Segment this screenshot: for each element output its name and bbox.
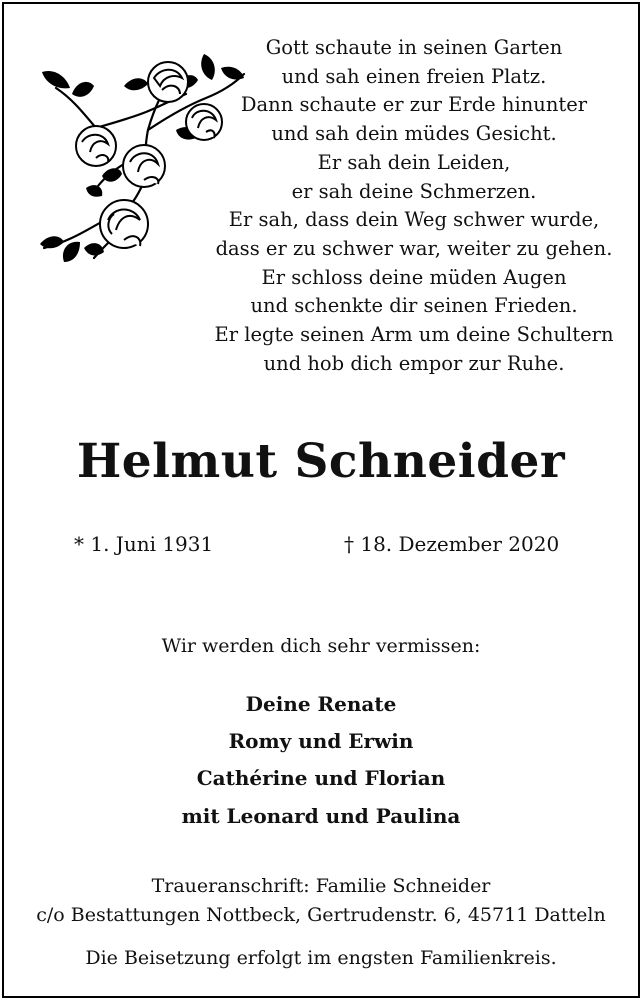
burial-notice: Die Beisetzung erfolgt im engsten Familienkreis. <box>85 947 557 969</box>
death-date: † 18. Dezember 2020 <box>344 532 560 556</box>
obituary-notice <box>2 2 640 998</box>
mourning-address <box>4 872 638 930</box>
poem-line: und sah dein müdes Gesicht. <box>271 122 557 146</box>
poem-line: Er schloss deine müden Augen <box>261 265 567 289</box>
poem <box>200 34 628 378</box>
poem-line: Er sah dein Leiden, <box>317 150 511 174</box>
poem-line: er sah deine Schmerzen. <box>291 179 537 203</box>
deceased-name: Helmut Schneider <box>76 434 566 489</box>
poem-line: Dann schaute er zur Erde hinunter <box>240 93 588 117</box>
poem-line: und schenkte dir seinen Frieden. <box>250 294 578 318</box>
poem-line: Er sah, dass dein Weg schwer wurde, <box>228 208 600 232</box>
poem-line: dass er zu schwer war, weiter zu gehen. <box>215 236 613 260</box>
poem-line: Gott schaute in seinen Garten <box>265 36 563 59</box>
poem-line: Er legte seinen Arm um deine Schultern <box>214 323 614 347</box>
mourner-entry: Deine Renate <box>245 692 397 716</box>
farewell-text: Wir werden dich sehr vermissen: <box>161 635 481 657</box>
mourner-entry: Romy und Erwin <box>228 729 414 754</box>
address-line-2: c/o Bestattungen Nottbeck, Gertrudenstr. 6, 45711 Datteln <box>36 904 606 926</box>
mourners-list <box>4 686 638 835</box>
mourner-entry: mit Leonard und Paulina <box>181 803 461 828</box>
address-line-1: Traueranschrift: Familie Schneider <box>151 875 491 897</box>
mourner-entry: Cathérine und Florian <box>196 766 446 791</box>
birth-date: * 1. Juni 1931 <box>74 532 214 556</box>
poem-line: und hob dich empor zur Ruhe. <box>263 351 565 375</box>
poem-line: und sah einen freien Platz. <box>281 64 547 88</box>
